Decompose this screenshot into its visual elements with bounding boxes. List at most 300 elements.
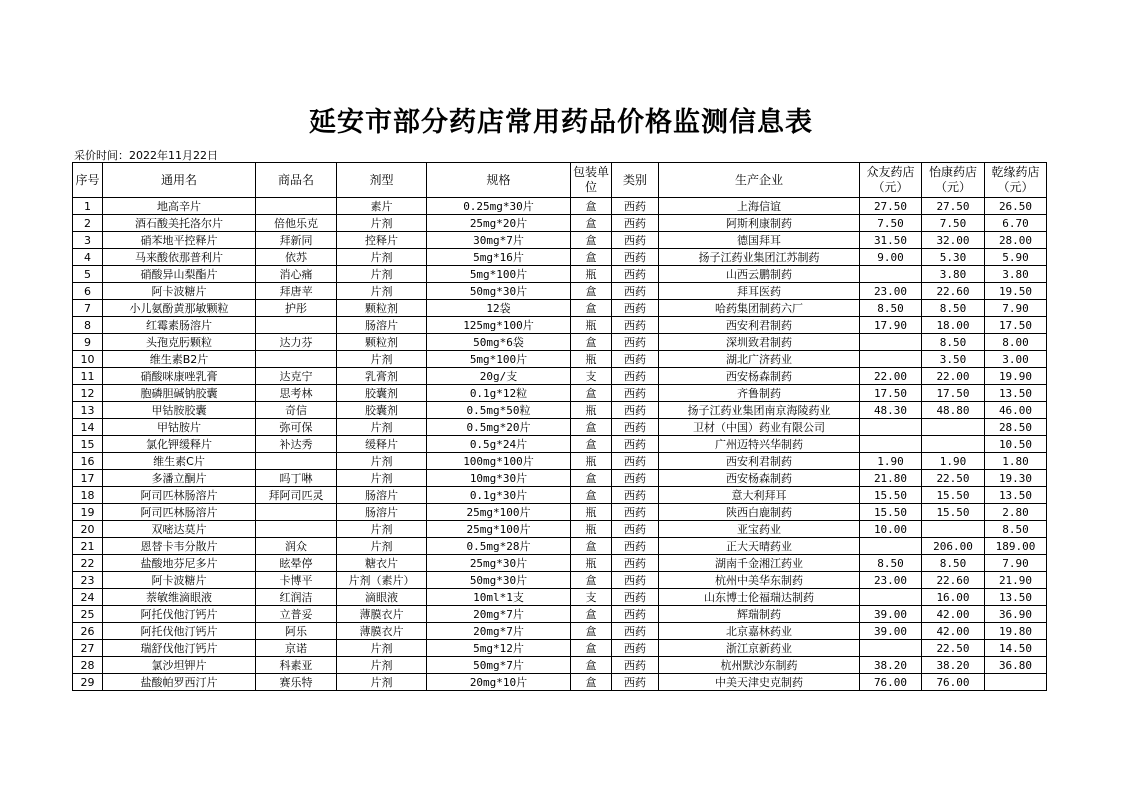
cell-package-unit: 盒 — [571, 283, 612, 300]
cell-category: 西药 — [612, 266, 659, 283]
cell-dosage-form: 片剂 — [337, 266, 427, 283]
cell-price-qianyuan: 7.90 — [985, 555, 1047, 572]
cell-spec: 0.1g*12粒 — [427, 385, 571, 402]
cell-package-unit: 瓶 — [571, 266, 612, 283]
cell-package-unit: 瓶 — [571, 453, 612, 470]
cell-price-zhongyou — [860, 419, 922, 436]
cell-dosage-form: 控释片 — [337, 232, 427, 249]
cell-serial: 18 — [73, 487, 103, 504]
cell-serial: 7 — [73, 300, 103, 317]
cell-generic-name: 硝苯地平控释片 — [103, 232, 256, 249]
cell-package-unit: 瓶 — [571, 351, 612, 368]
cell-serial: 12 — [73, 385, 103, 402]
cell-price-zhongyou — [860, 538, 922, 555]
cell-generic-name: 氯化钾缓释片 — [103, 436, 256, 453]
cell-dosage-form: 片剂 — [337, 283, 427, 300]
cell-price-yikang: 76.00 — [922, 674, 985, 691]
cell-manufacturer: 杭州默沙东制药 — [659, 657, 860, 674]
cell-category: 西药 — [612, 453, 659, 470]
cell-package-unit: 盒 — [571, 198, 612, 215]
table-row — [73, 419, 1047, 436]
cell-dosage-form: 颗粒剂 — [337, 300, 427, 317]
table-body — [73, 198, 1047, 691]
header-price-zhongyou: 众友药店（元） — [860, 163, 922, 198]
cell-trade-name: 卡博平 — [256, 572, 337, 589]
header-generic-name: 通用名 — [103, 163, 256, 198]
cell-category: 西药 — [612, 419, 659, 436]
cell-price-yikang: 27.50 — [922, 198, 985, 215]
cell-manufacturer: 中美天津史克制药 — [659, 674, 860, 691]
cell-generic-name: 双嘧达莫片 — [103, 521, 256, 538]
cell-price-zhongyou — [860, 436, 922, 453]
cell-price-yikang: 3.50 — [922, 351, 985, 368]
cell-price-yikang: 3.80 — [922, 266, 985, 283]
table-row — [73, 521, 1047, 538]
cell-dosage-form: 片剂 — [337, 657, 427, 674]
cell-category: 西药 — [612, 436, 659, 453]
header-category: 类别 — [612, 163, 659, 198]
cell-dosage-form: 片剂（素片） — [337, 572, 427, 589]
cell-category: 西药 — [612, 334, 659, 351]
table-row — [73, 470, 1047, 487]
cell-generic-name: 阿司匹林肠溶片 — [103, 504, 256, 521]
cell-price-yikang: 8.50 — [922, 300, 985, 317]
header-dosage-form: 剂型 — [337, 163, 427, 198]
cell-trade-name — [256, 317, 337, 334]
cell-manufacturer: 齐鲁制药 — [659, 385, 860, 402]
cell-price-zhongyou: 27.50 — [860, 198, 922, 215]
cell-generic-name: 阿卡波糖片 — [103, 572, 256, 589]
cell-price-qianyuan: 19.50 — [985, 283, 1047, 300]
cell-generic-name: 维生素B2片 — [103, 351, 256, 368]
cell-price-zhongyou — [860, 351, 922, 368]
table-row — [73, 453, 1047, 470]
cell-category: 西药 — [612, 606, 659, 623]
cell-package-unit: 盒 — [571, 470, 612, 487]
cell-generic-name: 多潘立酮片 — [103, 470, 256, 487]
cell-manufacturer: 西安杨森制药 — [659, 368, 860, 385]
cell-trade-name: 拜阿司匹灵 — [256, 487, 337, 504]
cell-serial: 23 — [73, 572, 103, 589]
cell-serial: 14 — [73, 419, 103, 436]
cell-trade-name: 阿乐 — [256, 623, 337, 640]
cell-category: 西药 — [612, 300, 659, 317]
cell-trade-name: 达力芬 — [256, 334, 337, 351]
cell-serial: 26 — [73, 623, 103, 640]
cell-price-qianyuan: 10.50 — [985, 436, 1047, 453]
cell-dosage-form: 乳膏剂 — [337, 368, 427, 385]
cell-spec: 5mg*12片 — [427, 640, 571, 657]
cell-price-zhongyou: 8.50 — [860, 300, 922, 317]
cell-price-yikang: 1.90 — [922, 453, 985, 470]
cell-category: 西药 — [612, 589, 659, 606]
cell-dosage-form: 素片 — [337, 198, 427, 215]
cell-dosage-form: 胶囊剂 — [337, 385, 427, 402]
cell-generic-name: 阿卡波糖片 — [103, 283, 256, 300]
price-date: 采价时间：2022年11月22日 — [74, 149, 218, 162]
cell-spec: 20mg*7片 — [427, 623, 571, 640]
table-row — [73, 657, 1047, 674]
cell-spec: 5mg*100片 — [427, 351, 571, 368]
cell-price-qianyuan: 28.50 — [985, 419, 1047, 436]
cell-price-qianyuan: 26.50 — [985, 198, 1047, 215]
cell-manufacturer: 北京嘉林药业 — [659, 623, 860, 640]
cell-price-zhongyou: 23.00 — [860, 283, 922, 300]
cell-serial: 28 — [73, 657, 103, 674]
cell-price-zhongyou: 21.80 — [860, 470, 922, 487]
cell-generic-name: 硝酸异山梨酯片 — [103, 266, 256, 283]
cell-package-unit: 支 — [571, 589, 612, 606]
cell-category: 西药 — [612, 232, 659, 249]
cell-manufacturer: 湖北广济药业 — [659, 351, 860, 368]
cell-generic-name: 阿司匹林肠溶片 — [103, 487, 256, 504]
cell-price-zhongyou: 9.00 — [860, 249, 922, 266]
cell-spec: 12袋 — [427, 300, 571, 317]
cell-price-yikang: 42.00 — [922, 606, 985, 623]
cell-manufacturer: 正大天晴药业 — [659, 538, 860, 555]
cell-trade-name: 依苏 — [256, 249, 337, 266]
table-row — [73, 317, 1047, 334]
cell-price-qianyuan: 21.90 — [985, 572, 1047, 589]
cell-manufacturer: 杭州中美华东制药 — [659, 572, 860, 589]
cell-spec: 0.1g*30片 — [427, 487, 571, 504]
cell-price-yikang: 5.30 — [922, 249, 985, 266]
cell-spec: 30mg*7片 — [427, 232, 571, 249]
cell-serial: 8 — [73, 317, 103, 334]
cell-price-zhongyou: 39.00 — [860, 606, 922, 623]
cell-spec: 0.25mg*30片 — [427, 198, 571, 215]
cell-price-yikang: 42.00 — [922, 623, 985, 640]
cell-package-unit: 盒 — [571, 232, 612, 249]
cell-category: 西药 — [612, 317, 659, 334]
cell-category: 西药 — [612, 623, 659, 640]
cell-manufacturer: 山西云鹏制药 — [659, 266, 860, 283]
cell-manufacturer: 阿斯利康制药 — [659, 215, 860, 232]
cell-package-unit: 盒 — [571, 249, 612, 266]
cell-spec: 0.5mg*20片 — [427, 419, 571, 436]
cell-trade-name: 奇信 — [256, 402, 337, 419]
cell-category: 西药 — [612, 402, 659, 419]
cell-spec: 50mg*30片 — [427, 283, 571, 300]
cell-price-qianyuan: 3.80 — [985, 266, 1047, 283]
cell-package-unit: 盒 — [571, 606, 612, 623]
cell-generic-name: 甲钴胺片 — [103, 419, 256, 436]
cell-generic-name: 甲钴胺胶囊 — [103, 402, 256, 419]
cell-price-yikang: 22.00 — [922, 368, 985, 385]
cell-price-zhongyou: 10.00 — [860, 521, 922, 538]
cell-package-unit: 盒 — [571, 640, 612, 657]
cell-price-qianyuan: 19.80 — [985, 623, 1047, 640]
cell-spec: 20mg*7片 — [427, 606, 571, 623]
cell-generic-name: 头孢克肟颗粒 — [103, 334, 256, 351]
cell-manufacturer: 卫材（中国）药业有限公司 — [659, 419, 860, 436]
cell-dosage-form: 片剂 — [337, 470, 427, 487]
cell-spec: 125mg*100片 — [427, 317, 571, 334]
cell-generic-name: 萘敏维滴眼液 — [103, 589, 256, 606]
cell-serial: 11 — [73, 368, 103, 385]
cell-price-qianyuan: 1.80 — [985, 453, 1047, 470]
table-row — [73, 674, 1047, 691]
cell-manufacturer: 拜耳医药 — [659, 283, 860, 300]
cell-dosage-form: 片剂 — [337, 538, 427, 555]
cell-serial: 17 — [73, 470, 103, 487]
cell-price-qianyuan: 36.90 — [985, 606, 1047, 623]
cell-serial: 16 — [73, 453, 103, 470]
table-row — [73, 436, 1047, 453]
header-price-qianyuan: 乾缘药店（元） — [985, 163, 1047, 198]
cell-price-yikang: 16.00 — [922, 589, 985, 606]
table-row — [73, 300, 1047, 317]
cell-price-qianyuan: 13.50 — [985, 589, 1047, 606]
cell-serial: 10 — [73, 351, 103, 368]
cell-manufacturer: 西安杨森制药 — [659, 470, 860, 487]
cell-price-zhongyou: 31.50 — [860, 232, 922, 249]
cell-trade-name: 京诺 — [256, 640, 337, 657]
cell-price-yikang — [922, 436, 985, 453]
cell-price-qianyuan: 7.90 — [985, 300, 1047, 317]
cell-price-zhongyou: 22.00 — [860, 368, 922, 385]
cell-dosage-form: 缓释片 — [337, 436, 427, 453]
cell-trade-name: 润众 — [256, 538, 337, 555]
cell-price-zhongyou: 15.50 — [860, 487, 922, 504]
cell-generic-name: 地高辛片 — [103, 198, 256, 215]
header-row — [73, 163, 1047, 198]
cell-serial: 19 — [73, 504, 103, 521]
table-row — [73, 402, 1047, 419]
cell-serial: 5 — [73, 266, 103, 283]
cell-serial: 3 — [73, 232, 103, 249]
cell-serial: 29 — [73, 674, 103, 691]
cell-dosage-form: 片剂 — [337, 249, 427, 266]
table-row — [73, 504, 1047, 521]
cell-package-unit: 盒 — [571, 385, 612, 402]
cell-package-unit: 盒 — [571, 623, 612, 640]
cell-trade-name: 科素亚 — [256, 657, 337, 674]
cell-category: 西药 — [612, 674, 659, 691]
cell-trade-name: 拜新同 — [256, 232, 337, 249]
cell-spec: 10ml*1支 — [427, 589, 571, 606]
cell-price-yikang — [922, 419, 985, 436]
cell-price-zhongyou: 17.50 — [860, 385, 922, 402]
cell-price-qianyuan: 19.90 — [985, 368, 1047, 385]
cell-price-qianyuan: 14.50 — [985, 640, 1047, 657]
cell-dosage-form: 胶囊剂 — [337, 402, 427, 419]
cell-manufacturer: 广州迈特兴华制药 — [659, 436, 860, 453]
cell-manufacturer: 辉瑞制药 — [659, 606, 860, 623]
cell-manufacturer: 西安利君制药 — [659, 453, 860, 470]
cell-generic-name: 马来酸依那普利片 — [103, 249, 256, 266]
cell-trade-name: 立普妥 — [256, 606, 337, 623]
cell-manufacturer: 意大利拜耳 — [659, 487, 860, 504]
cell-serial: 24 — [73, 589, 103, 606]
cell-serial: 21 — [73, 538, 103, 555]
cell-price-yikang: 22.50 — [922, 470, 985, 487]
cell-generic-name: 胞磷胆碱钠胶囊 — [103, 385, 256, 402]
cell-manufacturer: 陕西白鹿制药 — [659, 504, 860, 521]
cell-dosage-form: 薄膜衣片 — [337, 623, 427, 640]
table-row — [73, 198, 1047, 215]
cell-spec: 25mg*20片 — [427, 215, 571, 232]
cell-category: 西药 — [612, 385, 659, 402]
cell-price-yikang: 8.50 — [922, 334, 985, 351]
cell-price-qianyuan: 36.80 — [985, 657, 1047, 674]
table-row — [73, 572, 1047, 589]
cell-category: 西药 — [612, 283, 659, 300]
cell-price-zhongyou — [860, 266, 922, 283]
cell-trade-name: 吗丁啉 — [256, 470, 337, 487]
cell-generic-name: 盐酸地芬尼多片 — [103, 555, 256, 572]
cell-dosage-form: 片剂 — [337, 419, 427, 436]
cell-package-unit: 支 — [571, 368, 612, 385]
cell-price-qianyuan — [985, 674, 1047, 691]
cell-package-unit: 瓶 — [571, 555, 612, 572]
cell-dosage-form: 糖衣片 — [337, 555, 427, 572]
cell-category: 西药 — [612, 640, 659, 657]
cell-package-unit: 瓶 — [571, 521, 612, 538]
cell-generic-name: 红霉素肠溶片 — [103, 317, 256, 334]
cell-spec: 25mg*30片 — [427, 555, 571, 572]
cell-spec: 25mg*100片 — [427, 504, 571, 521]
cell-trade-name — [256, 351, 337, 368]
cell-trade-name: 补达秀 — [256, 436, 337, 453]
cell-manufacturer: 扬子江药业集团江苏制药 — [659, 249, 860, 266]
cell-price-qianyuan: 3.00 — [985, 351, 1047, 368]
cell-dosage-form: 片剂 — [337, 351, 427, 368]
cell-spec: 5mg*16片 — [427, 249, 571, 266]
price-table — [72, 162, 1047, 691]
cell-serial: 20 — [73, 521, 103, 538]
cell-price-zhongyou: 76.00 — [860, 674, 922, 691]
cell-generic-name: 恩替卡韦分散片 — [103, 538, 256, 555]
cell-trade-name: 思考林 — [256, 385, 337, 402]
cell-generic-name: 酒石酸美托洛尔片 — [103, 215, 256, 232]
cell-package-unit: 盒 — [571, 487, 612, 504]
cell-price-qianyuan: 8.00 — [985, 334, 1047, 351]
cell-trade-name: 赛乐特 — [256, 674, 337, 691]
cell-generic-name: 瑞舒伐他汀钙片 — [103, 640, 256, 657]
cell-generic-name: 小儿氨酚黄那敏颗粒 — [103, 300, 256, 317]
table-row — [73, 589, 1047, 606]
cell-price-zhongyou: 17.90 — [860, 317, 922, 334]
header-serial: 序号 — [73, 163, 103, 198]
cell-generic-name: 盐酸帕罗西汀片 — [103, 674, 256, 691]
cell-serial: 2 — [73, 215, 103, 232]
cell-serial: 1 — [73, 198, 103, 215]
cell-manufacturer: 山东博士伦福瑞达制药 — [659, 589, 860, 606]
cell-trade-name: 眩晕停 — [256, 555, 337, 572]
cell-price-yikang: 22.60 — [922, 572, 985, 589]
cell-dosage-form: 薄膜衣片 — [337, 606, 427, 623]
cell-spec: 5mg*100片 — [427, 266, 571, 283]
cell-category: 西药 — [612, 215, 659, 232]
cell-price-yikang — [922, 521, 985, 538]
table-row — [73, 249, 1047, 266]
cell-price-zhongyou: 7.50 — [860, 215, 922, 232]
table-row — [73, 283, 1047, 300]
cell-trade-name: 倍他乐克 — [256, 215, 337, 232]
cell-price-qianyuan: 8.50 — [985, 521, 1047, 538]
cell-dosage-form: 片剂 — [337, 453, 427, 470]
cell-manufacturer: 西安利君制药 — [659, 317, 860, 334]
table-row — [73, 385, 1047, 402]
cell-category: 西药 — [612, 368, 659, 385]
cell-package-unit: 盒 — [571, 300, 612, 317]
table-row — [73, 215, 1047, 232]
cell-price-zhongyou: 23.00 — [860, 572, 922, 589]
cell-spec: 50mg*7片 — [427, 657, 571, 674]
cell-spec: 25mg*100片 — [427, 521, 571, 538]
cell-price-yikang: 22.60 — [922, 283, 985, 300]
cell-price-yikang: 38.20 — [922, 657, 985, 674]
cell-serial: 6 — [73, 283, 103, 300]
cell-package-unit: 瓶 — [571, 317, 612, 334]
cell-serial: 25 — [73, 606, 103, 623]
cell-serial: 15 — [73, 436, 103, 453]
cell-generic-name: 维生素C片 — [103, 453, 256, 470]
cell-trade-name: 护彤 — [256, 300, 337, 317]
table-row — [73, 368, 1047, 385]
cell-generic-name: 硝酸咪康唑乳膏 — [103, 368, 256, 385]
cell-price-qianyuan: 13.50 — [985, 487, 1047, 504]
header-package-unit: 包装单位 — [571, 163, 612, 198]
cell-dosage-form: 片剂 — [337, 521, 427, 538]
cell-generic-name: 氯沙坦钾片 — [103, 657, 256, 674]
cell-price-qianyuan: 2.80 — [985, 504, 1047, 521]
table-row — [73, 266, 1047, 283]
cell-price-yikang: 22.50 — [922, 640, 985, 657]
cell-price-qianyuan: 46.00 — [985, 402, 1047, 419]
cell-price-zhongyou: 48.30 — [860, 402, 922, 419]
cell-package-unit: 瓶 — [571, 402, 612, 419]
header-manufacturer: 生产企业 — [659, 163, 860, 198]
cell-manufacturer: 亚宝药业 — [659, 521, 860, 538]
table-row — [73, 232, 1047, 249]
cell-package-unit: 盒 — [571, 674, 612, 691]
cell-category: 西药 — [612, 351, 659, 368]
cell-package-unit: 盒 — [571, 657, 612, 674]
cell-price-qianyuan: 28.00 — [985, 232, 1047, 249]
cell-category: 西药 — [612, 657, 659, 674]
cell-price-zhongyou: 15.50 — [860, 504, 922, 521]
cell-price-yikang: 18.00 — [922, 317, 985, 334]
cell-manufacturer: 浙江京新药业 — [659, 640, 860, 657]
cell-spec: 50mg*30片 — [427, 572, 571, 589]
cell-package-unit: 盒 — [571, 215, 612, 232]
cell-generic-name: 阿托伐他汀钙片 — [103, 623, 256, 640]
cell-price-yikang: 17.50 — [922, 385, 985, 402]
cell-manufacturer: 德国拜耳 — [659, 232, 860, 249]
cell-price-qianyuan: 189.00 — [985, 538, 1047, 555]
cell-dosage-form: 肠溶片 — [337, 504, 427, 521]
header-spec: 规格 — [427, 163, 571, 198]
cell-price-yikang: 206.00 — [922, 538, 985, 555]
cell-package-unit: 盒 — [571, 436, 612, 453]
cell-price-yikang: 7.50 — [922, 215, 985, 232]
header-price-yikang: 怡康药店（元） — [922, 163, 985, 198]
cell-dosage-form: 片剂 — [337, 640, 427, 657]
cell-price-zhongyou — [860, 589, 922, 606]
cell-serial: 9 — [73, 334, 103, 351]
table-row — [73, 623, 1047, 640]
cell-generic-name: 阿托伐他汀钙片 — [103, 606, 256, 623]
cell-spec: 20mg*10片 — [427, 674, 571, 691]
cell-price-qianyuan: 19.30 — [985, 470, 1047, 487]
page-title: 延安市部分药店常用药品价格监测信息表 — [309, 107, 813, 138]
cell-manufacturer: 哈药集团制药六厂 — [659, 300, 860, 317]
table-row — [73, 351, 1047, 368]
cell-dosage-form: 滴眼液 — [337, 589, 427, 606]
cell-spec: 100mg*100片 — [427, 453, 571, 470]
